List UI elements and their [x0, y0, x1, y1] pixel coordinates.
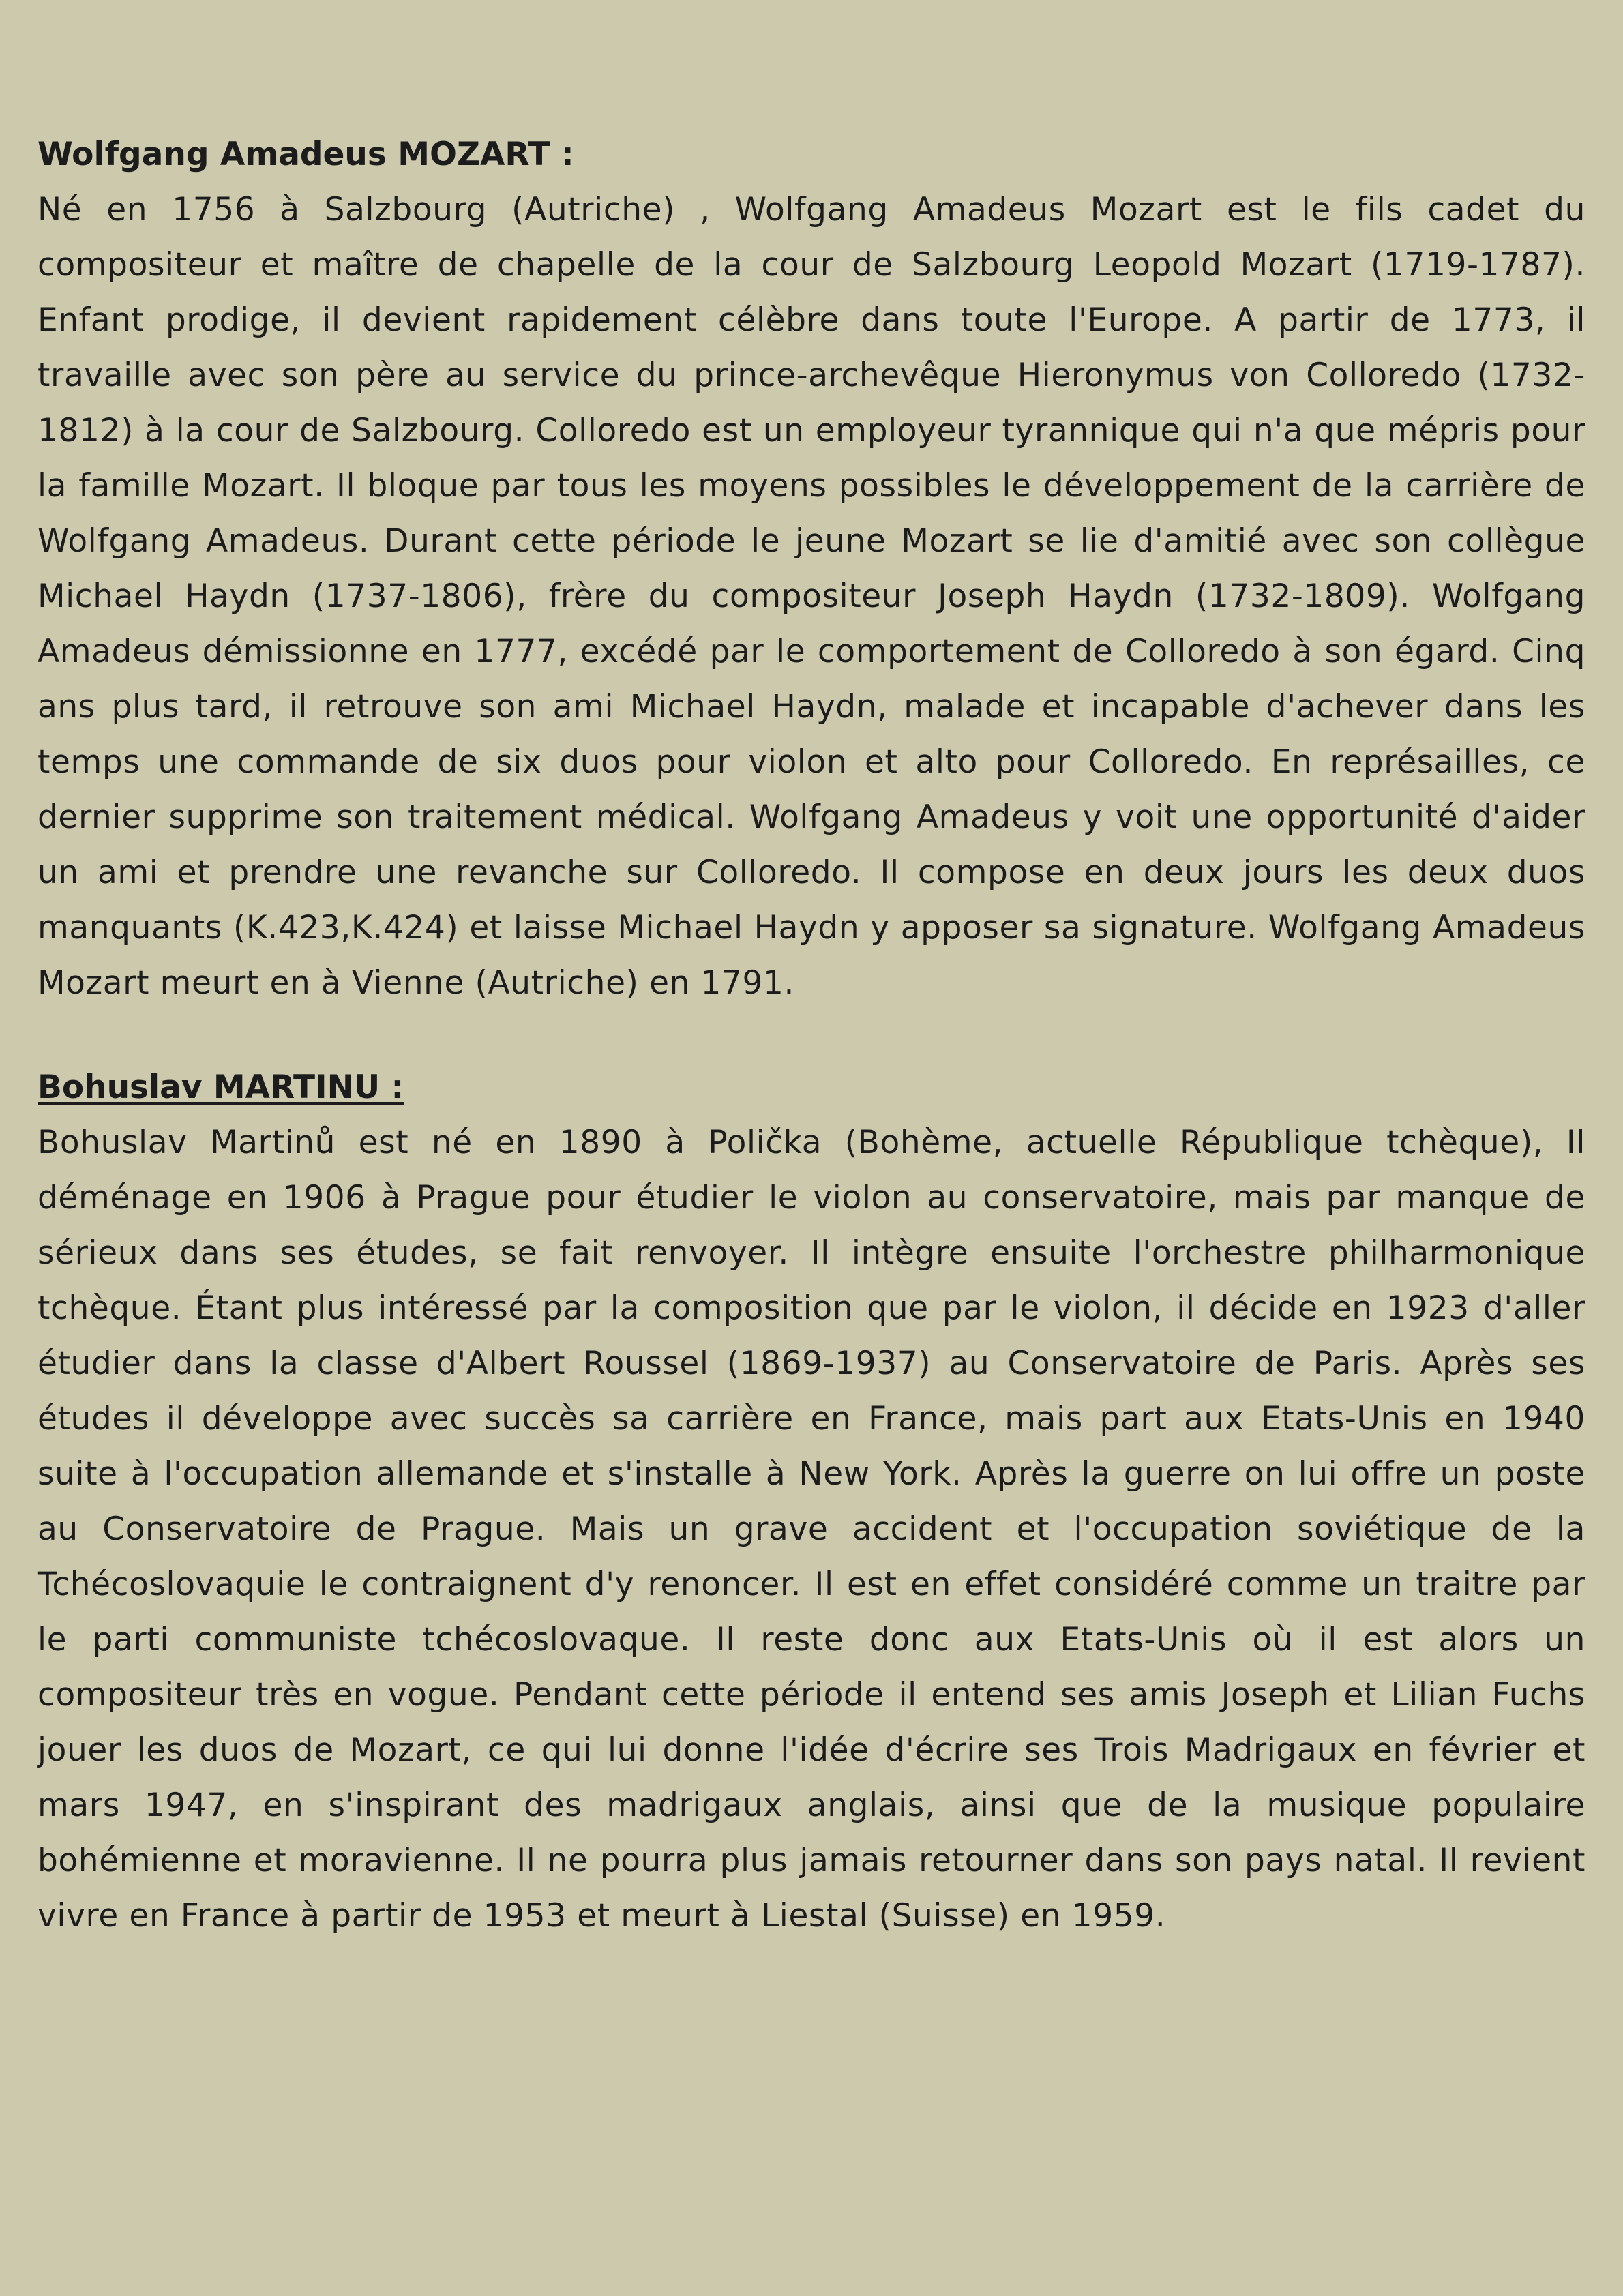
mozart-biography: Né en 1756 à Salzbourg (Autriche) , Wolfgang Amadeus Mozart est le fils cadet du compositeur et maître de chapelle de la cour de Salzbourg Leopold Mozart (1719-1787). Enfant prodige, il devient rapidement célèbre dans toute l'Europe. A partir de 1773, il travaille avec son père au service du prince-archevêque Hieronymus von Colloredo (1732-1812) à la cour de Salzbourg. Colloredo est un employeur tyrannique qui n'a que mépris pour la famille Mozart. Il bloque par tous les moyens possibles le développement de la carrière de Wolfgang Amadeus. Durant cette période le jeune Mozart se lie d'amitié avec son collègue Michael Haydn (1737-1806), frère du compositeur Joseph Haydn (1732-1809). Wolfgang Amadeus démissionne en 1777, excédé par le comportement de Colloredo à son égard. Cinq ans plus tard, il retrouve son ami Michael Haydn, malade et incapable d'achever dans les temps une commande de six duos pour violon et alto pour Colloredo. En représailles, ce dernier supprime son traitement médical. Wolfgang Amadeus y voit une opportunité d'aider un ami et prendre une revanche sur Colloredo. Il compose en deux jours les deux duos manquants (K.423,K.424) et laisse Michael Haydn y apposer sa signature. Wolfgang Amadeus Mozart meurt en à Vienne (Autriche) en 1791.	[38, 191, 1585, 1002]
martinu-section	[38, 1060, 1585, 1943]
section-spacer	[38, 1011, 1585, 1060]
mozart-heading: Wolfgang Amadeus MOZART :	[38, 136, 574, 173]
mozart-section	[38, 127, 1585, 1011]
martinu-biography: Bohuslav Martinů est né en 1890 à Polička (Bohème, actuelle République tchèque), Il déménage en 1906 à Prague pour étudier le violon au conservatoire, mais par manque de sérieux dans ses études, se fait renvoyer. Il intègre ensuite l'orchestre philharmonique tchèque. Étant plus intéressé par la composition que par le violon, il décide en 1923 d'aller étudier dans la classe d'Albert Roussel (1869-1937) au Conservatoire de Paris. Après ses études il développe avec succès sa carrière en France, mais part aux Etats-Unis en 1940 suite à l'occupation allemande et s'installe à New York. Après la guerre on lui offre un poste au Conservatoire de Prague. Mais un grave accident et l'occupation soviétique de la Tchécoslovaquie le contraignent d'y renoncer. Il est en effet considéré comme un traitre par le parti communiste tchécoslovaque. Il reste donc aux Etats-Unis où il est alors un compositeur très en vogue. Pendant cette période il entend ses amis Joseph et Lilian Fuchs jouer les duos de Mozart, ce qui lui donne l'idée d'écrire ses Trois Madrigaux en février et mars 1947, en s'inspirant des madrigaux anglais, ainsi que de la musique populaire bohémienne et moravienne. Il ne pourra plus jamais retourner dans son pays natal. Il revient vivre en France à partir de 1953 et meurt à Liestal (Suisse) en 1959.	[38, 1124, 1585, 1935]
martinu-heading: Bohuslav MARTINU :	[38, 1069, 404, 1106]
